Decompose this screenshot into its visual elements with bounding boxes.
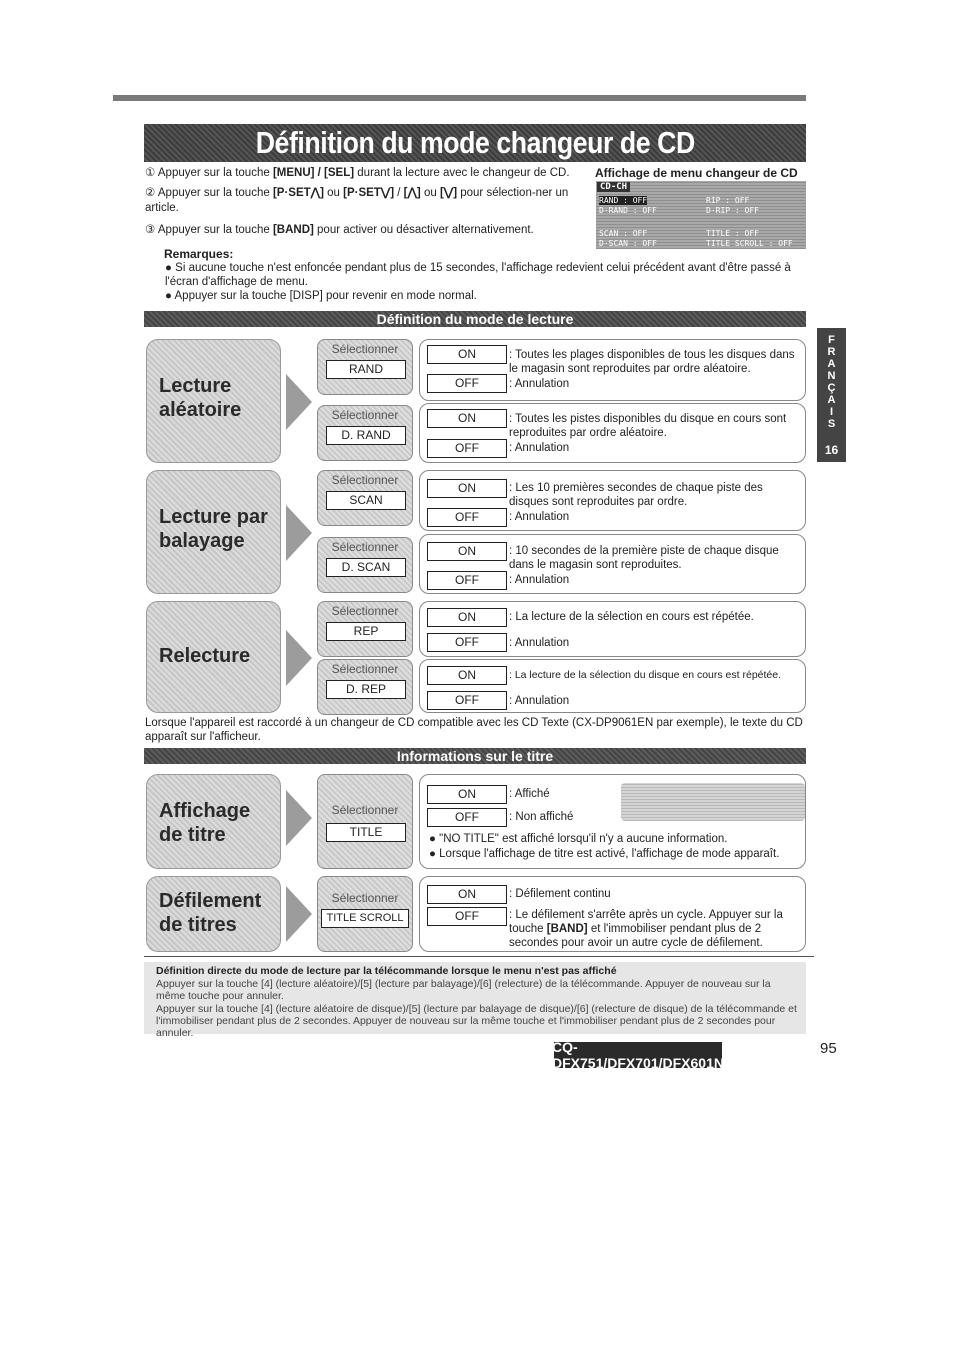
feature-random-play	[146, 339, 281, 463]
top-rule	[113, 95, 806, 101]
off-button[interactable]: OFF	[427, 374, 507, 393]
select-label: Sélectionner	[331, 891, 399, 905]
select-label: Sélectionner	[331, 803, 399, 817]
title-note: ● "NO TITLE" est affiché lorsqu'il n'y a aucune information.	[429, 833, 728, 845]
feature-label: Relecture	[159, 645, 251, 667]
select-value: D. RAND	[326, 426, 406, 445]
section-title-title-info: Informations sur le titre	[144, 748, 806, 764]
menu-display-title: Affichage de menu changeur de CD	[595, 166, 798, 180]
options-rep	[419, 601, 806, 657]
select-label: Sélectionner	[331, 473, 399, 487]
direct-mode-title: Définition directe du mode de lecture par la télécommande lorsque le menu n'est pas affiché	[156, 965, 617, 977]
options-d-scan	[419, 534, 806, 594]
off-description: : Annulation	[509, 574, 570, 586]
options-d-rep	[419, 659, 806, 713]
select-value: D. SCAN	[326, 558, 406, 577]
on-button[interactable]: ON	[427, 608, 507, 627]
lcd-item: RIP : OFF	[706, 196, 750, 205]
off-button[interactable]: OFF	[427, 907, 507, 926]
on-button[interactable]: ON	[427, 542, 507, 561]
off-button[interactable]: OFF	[427, 508, 507, 527]
off-description: : Annulation	[509, 637, 570, 649]
select-scan[interactable]	[317, 470, 413, 526]
select-label: Sélectionner	[331, 408, 399, 422]
off-description: : Annulation	[509, 511, 570, 523]
language-side-tab	[817, 328, 846, 462]
feature-label: Lecture par balayage	[159, 506, 268, 552]
step-3: ③ Appuyer sur la touche [BAND] pour activer ou désactiver alternativement.	[145, 224, 534, 236]
remark-item: ● Appuyer sur la touche [DISP] pour revenir en mode normal.	[165, 290, 477, 302]
divider	[144, 956, 814, 957]
step-2: ② Appuyer sur la touche [P·SET⋀] ou [P·SET⋁] / [⋀] ou [⋁] pour sélection-ner un article.	[145, 187, 569, 214]
select-value: TITLE SCROLL	[321, 909, 409, 928]
lcd-item: D·SCAN : OFF	[599, 239, 657, 248]
off-button[interactable]: OFF	[427, 633, 507, 652]
off-button[interactable]: OFF	[427, 439, 507, 458]
remarks-heading: Remarques:	[164, 247, 234, 261]
off-description: : Annulation	[509, 695, 570, 707]
arrow-right-icon	[286, 630, 312, 686]
select-value: TITLE	[326, 823, 406, 842]
page-number: 95	[820, 1040, 837, 1057]
feature-label: Lecture aléatoire	[159, 375, 242, 421]
select-value: RAND	[326, 360, 406, 379]
select-value: SCAN	[326, 491, 406, 510]
on-description: : 10 secondes de la première piste de chaque disque dans le magasin sont reproduites.	[509, 545, 779, 571]
select-label: Sélectionner	[331, 604, 399, 618]
on-button[interactable]: ON	[427, 785, 507, 804]
off-description: : Annulation	[509, 378, 570, 390]
select-title[interactable]	[317, 774, 413, 869]
select-rep[interactable]	[317, 601, 413, 657]
select-label: Sélectionner	[331, 540, 399, 554]
title-note: ● Lorsque l'affichage de titre est activé, l'affichage de mode apparaît.	[429, 848, 780, 860]
arrow-right-icon	[286, 505, 312, 561]
select-d-rep[interactable]	[317, 659, 413, 715]
direct-mode-box	[144, 962, 806, 1039]
select-title-scroll[interactable]	[317, 876, 413, 952]
feature-label: Défilement de titres	[159, 890, 262, 936]
options-rand	[419, 339, 806, 401]
options-d-rand	[419, 403, 806, 463]
on-description: : Les 10 premières secondes de chaque piste des disques sont reproduites par ordre.	[509, 482, 763, 508]
cd-text-note: Lorsque l'appareil est raccordé à un changeur de CD compatible avec les CD Texte (CX-DP9061EN par exemple), le texte du CD apparaît sur l'afficheur.	[145, 717, 803, 743]
off-button[interactable]: OFF	[427, 808, 507, 827]
arrow-right-icon	[286, 374, 312, 430]
arrow-right-icon	[286, 790, 312, 846]
select-d-scan[interactable]	[317, 537, 413, 593]
off-button[interactable]: OFF	[427, 571, 507, 590]
on-button[interactable]: ON	[427, 885, 507, 904]
feature-label: Affichage de titre	[159, 800, 251, 846]
direct-mode-line: Appuyer sur la touche [4] (lecture aléatoire)/[5] (lecture par balayage)/[6] (relecture) de la télécommande. Appuyer de nouveau sur la même touche pour annuler.	[156, 978, 771, 1002]
arrow-right-icon	[286, 886, 312, 942]
on-description: : Toutes les plages disponibles de tous les disques dans le magasin sont reproduites par ordre aléatoire.	[509, 349, 795, 375]
section-title-playback: Définition du mode de lecture	[144, 311, 806, 327]
options-scan	[419, 470, 806, 531]
on-description: : La lecture de la sélection du disque en cours est répétée.	[509, 669, 782, 681]
direct-mode-line: Appuyer sur la touche [4] (lecture aléatoire de disque)/[5] (lecture par balayage de disque)/[6] (relecture de disque) de la télécommande et l'immobiliser pendant plus de 2 secondes. Appuyer de nouveau sur la même touche et l'immobiliser pendant plus de 2 secondes pour annuler.	[156, 1003, 797, 1039]
lcd-item: SCAN : OFF	[599, 229, 648, 238]
side-tab-number: 16	[824, 443, 839, 457]
title-display-lcd-image	[621, 783, 805, 821]
select-value: REP	[326, 622, 406, 641]
menu-display-lcd	[596, 181, 806, 249]
on-description: : La lecture de la sélection en cours est répétée.	[509, 611, 754, 623]
on-description: : Affiché	[509, 788, 550, 800]
select-label: Sélectionner	[331, 342, 399, 356]
on-button[interactable]: ON	[427, 666, 507, 685]
lcd-item: RAND : OFF	[599, 196, 648, 205]
options-title-scroll	[419, 876, 806, 952]
on-button[interactable]: ON	[427, 409, 507, 428]
off-description: : Le défilement s'arrête après un cycle. Appuyer sur la touche [BAND] et l'immobiliser pendant plus de 2 secondes pour avoir un autre cycle de défilement.	[509, 909, 783, 949]
select-value: D. REP	[326, 680, 406, 699]
lcd-item: D·RIP : OFF	[706, 206, 759, 215]
on-description: : Défilement continu	[509, 888, 611, 900]
model-label: CQ-DFX751/DFX701/DFX601N	[552, 1039, 724, 1071]
select-label: Sélectionner	[331, 662, 399, 676]
page-title: Définition du mode changeur de CD	[144, 124, 806, 162]
off-button[interactable]: OFF	[427, 691, 507, 710]
select-d-rand[interactable]	[317, 405, 413, 461]
lcd-item: D·RAND : OFF	[599, 206, 657, 215]
feature-scan-play	[146, 470, 281, 594]
lcd-item: TITLE : OFF	[706, 229, 759, 238]
side-tab-letters: F R A N Ç A I S	[827, 334, 836, 430]
select-rand[interactable]	[317, 339, 413, 395]
remark-item: ● Si aucune touche n'est enfoncée pendant plus de 15 secondes, l'affichage redevient celui précédent avant d'être passé à l'écran d'affichage de menu.	[165, 262, 791, 288]
feature-repeat-play	[146, 601, 281, 713]
on-button[interactable]: ON	[427, 479, 507, 498]
off-description: : Annulation	[509, 442, 570, 454]
feature-title-scroll	[146, 876, 281, 952]
step-1: ① Appuyer sur la touche [MENU] / [SEL] durant la lecture avec le changeur de CD.	[145, 167, 570, 179]
on-button[interactable]: ON	[427, 345, 507, 364]
feature-title-display	[146, 774, 281, 869]
off-description: : Non affiché	[509, 811, 574, 823]
lcd-header: CD-CH	[597, 182, 630, 192]
on-description: : Toutes les pistes disponibles du disque en cours sont reproduites par ordre aléatoire.	[509, 413, 787, 439]
lcd-item: TITLE SCROLL : OFF	[706, 239, 793, 248]
